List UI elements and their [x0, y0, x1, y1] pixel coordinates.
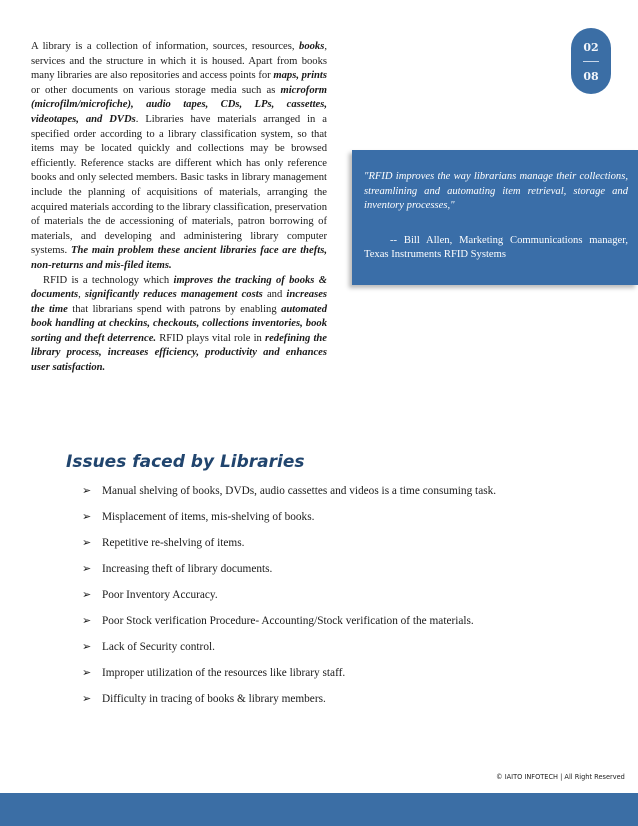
copyright-footer: © IAITO INFOTECH | All Right Reserved — [496, 773, 625, 781]
arrow-bullet-icon: ➢ — [82, 484, 92, 497]
list-item: ➢ Manual shelving of books, DVDs, audio cassettes and videos is a time consuming task. — [82, 484, 497, 497]
arrow-bullet-icon: ➢ — [82, 510, 92, 523]
list-item: ➢ Increasing theft of library documents. — [82, 562, 273, 575]
page-number-current: 02 — [583, 41, 599, 54]
quote-callout — [352, 150, 638, 285]
page-number-total: 08 — [583, 70, 599, 83]
list-item: ➢ Lack of Security control. — [82, 640, 215, 653]
intro-paragraph-rfid: RFID is a technology which improves the tracking of books & documents, significantly reduces management costs and increases the time that librarians spend with patrons by enabling automated book handling at checkins, checkouts, collections inventories, book sorting and theft deterrence. RFID plays vital role in redefining the library process, increases efficiency, productivity and enhances user satisfaction. — [31, 274, 328, 374]
issues-list — [82, 484, 496, 718]
list-item: ➢ Poor Stock verification Procedure- Accounting/Stock verification of the materials. — [82, 614, 474, 627]
list-item: ➢ Improper utilization of the resources like library staff. — [82, 666, 346, 679]
list-item: ➢ Difficulty in tracing of books & library members. — [82, 692, 326, 705]
arrow-bullet-icon: ➢ — [82, 640, 92, 653]
intro-paragraph-library: A library is a collection of information, sources, resources, books, services and the structure in which it is housed. Apart from books many libraries are also repositories and access points for maps, prints or other documents on various storage media such as microform (microfilm/microfiche), audio tapes, CDs, LPs, cassettes, videotapes, and DVDs. Libraries have materials arranged in a specified order according to a library classification system, so that items may be located quickly and collections may be browsed efficiently. Reference stacks are different which has only reference books and only selected members. Basic tasks in library management include the planning of acquisitions of materials, arranging the acquired materials according to the library classification, preservation of materials the de accessioning of materials, patron borrowing of materials, and developing and administering library computer systems. The main problem these ancient libraries face are thefts, non-returns and mis-filed items. — [31, 41, 327, 271]
issues-heading: Issues faced by Libraries — [66, 452, 305, 472]
quote-attribution: -- Bill Allen, Marketing Communications manager, Texas Instruments RFID Systems — [364, 234, 628, 261]
intro-text — [31, 40, 327, 376]
arrow-bullet-icon: ➢ — [82, 588, 92, 601]
arrow-bullet-icon: ➢ — [82, 562, 92, 575]
arrow-bullet-icon: ➢ — [82, 536, 92, 549]
arrow-bullet-icon: ➢ — [82, 614, 92, 627]
list-item: ➢ Misplacement of items, mis-shelving of books. — [82, 510, 315, 523]
page-number-badge — [571, 28, 611, 94]
list-item: ➢ Poor Inventory Accuracy. — [82, 588, 218, 601]
footer-bar — [0, 793, 638, 826]
arrow-bullet-icon: ➢ — [82, 666, 92, 679]
quote-text: "RFID improves the way librarians manage their collections, streamlining and automating item retrieval, storage and inventory processes," — [364, 171, 628, 212]
list-item: ➢ Repetitive re-shelving of items. — [82, 536, 245, 549]
arrow-bullet-icon: ➢ — [82, 692, 92, 705]
badge-divider — [583, 61, 599, 62]
